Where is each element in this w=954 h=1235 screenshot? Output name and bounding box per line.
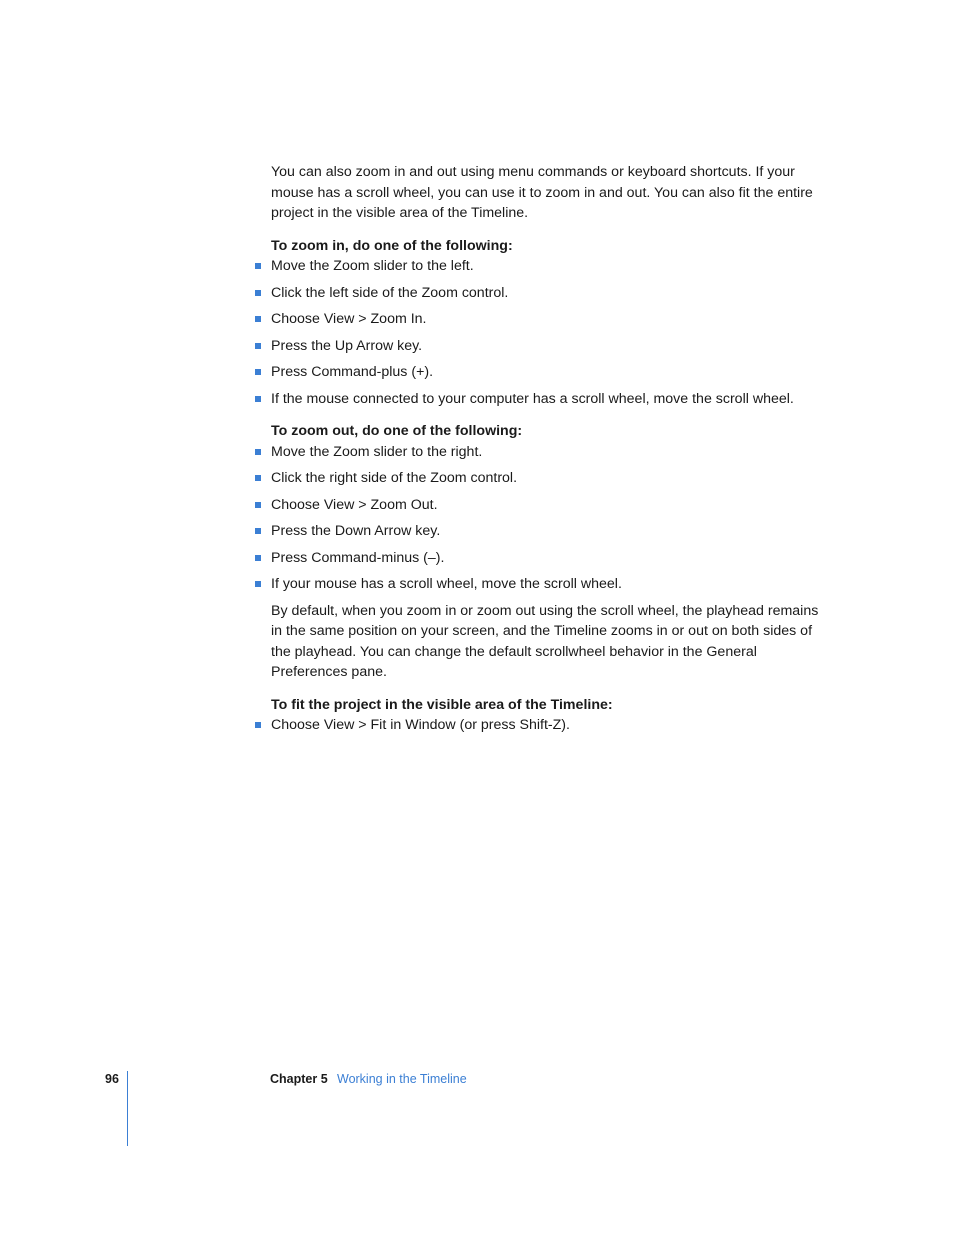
zoom-out-heading: To zoom out, do one of the following: <box>271 423 523 439</box>
bullet-icon <box>255 263 261 269</box>
bullet-icon <box>255 396 261 402</box>
chapter-label: Chapter 5 <box>270 1072 328 1086</box>
bullet-icon <box>255 316 261 322</box>
list-item-text: Move the Zoom slider to the right. <box>271 443 483 460</box>
list-item <box>271 442 831 463</box>
page-body <box>271 162 831 748</box>
list-item <box>271 495 831 516</box>
list-item <box>271 336 831 357</box>
list-item-text: Choose View > Zoom Out. <box>271 496 438 513</box>
list-item <box>271 574 831 595</box>
bullet-icon <box>255 528 261 534</box>
zoom-in-list <box>271 256 831 409</box>
scroll-wheel-note: By default, when you zoom in or zoom out using the scroll wheel, the playhead remains in the same position on your screen, and the Timeline zooms in or out on both sides of the playhead. You can change the default scrollwheel behavior in the General Preferences pane. <box>271 602 819 680</box>
fit-list <box>271 715 831 736</box>
zoom-out-list <box>271 442 831 595</box>
list-item-text: If the mouse connected to your computer has a scroll wheel, move the scroll wheel. <box>271 390 794 407</box>
bullet-icon <box>255 475 261 481</box>
bullet-icon <box>255 343 261 349</box>
list-item <box>271 715 831 736</box>
list-item-text: Press the Down Arrow key. <box>271 523 441 539</box>
page-number: 96 <box>105 1072 119 1086</box>
list-item <box>271 389 831 410</box>
zoom-in-heading: To zoom in, do one of the following: <box>271 237 513 254</box>
footer-divider <box>127 1071 128 1146</box>
list-item-text: Press the Up Arrow key. <box>271 337 423 354</box>
list-item <box>271 309 831 330</box>
list-item-text: Press Command-minus (–). <box>271 549 445 566</box>
list-item-text: Move the Zoom slider to the left. <box>271 258 474 274</box>
list-item <box>271 468 831 489</box>
list-item-text: If your mouse has a scroll wheel, move the scroll wheel. <box>271 576 622 592</box>
list-item-text: Choose View > Zoom In. <box>271 311 427 327</box>
list-item <box>271 256 831 277</box>
list-item <box>271 548 831 569</box>
list-item <box>271 521 831 542</box>
bullet-icon <box>255 449 261 455</box>
intro-paragraph: You can also zoom in and out using menu commands or keyboard shortcuts. If your mouse has a scroll wheel, you can use it to zoom in and out. You can also fit the entire project in the visible area of the Timeline. <box>271 164 813 221</box>
bullet-icon <box>255 581 261 587</box>
bullet-icon <box>255 290 261 296</box>
list-item <box>271 283 831 304</box>
list-item-text: Choose View > Fit in Window (or press Shift-Z). <box>271 717 570 733</box>
list-item-text: Click the left side of the Zoom control. <box>271 284 509 301</box>
bullet-icon <box>255 555 261 561</box>
bullet-icon <box>255 722 261 728</box>
list-item-text: Click the right side of the Zoom control. <box>271 470 518 486</box>
list-item <box>271 362 831 383</box>
fit-heading: To fit the project in the visible area of the Timeline: <box>271 696 613 713</box>
bullet-icon <box>255 369 261 375</box>
chapter-title: Working in the Timeline <box>337 1072 467 1086</box>
bullet-icon <box>255 502 261 508</box>
list-item-text: Press Command-plus (+). <box>271 364 434 380</box>
